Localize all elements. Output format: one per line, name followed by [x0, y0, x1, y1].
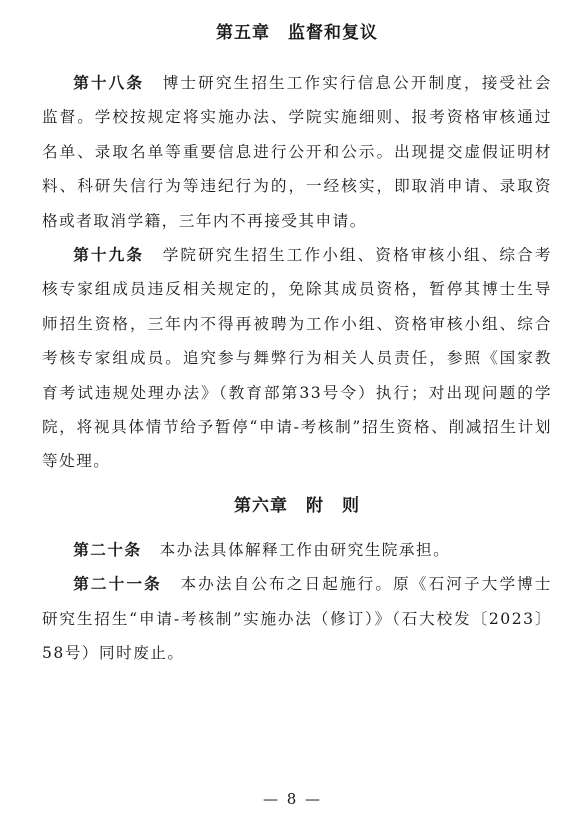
article-21-text: 本办法自公布之日起施行。原《石河子大学博士研究生招生“申请-考核制”实施办法（修订）》（石大校发〔2023〕58号）同时废止。 [42, 575, 552, 663]
chapter-6-heading [42, 491, 552, 521]
chapter-6-number: 第六章 [234, 495, 288, 516]
article-20-text: 本办法具体解释工作由研究生院承担。 [159, 540, 451, 559]
article-21 [42, 567, 552, 670]
chapter-5-number: 第五章 [216, 23, 270, 43]
article-18-label: 第十八条 [73, 74, 145, 92]
article-18-text: 博士研究生招生工作实行信息公开制度，接受社会监督。学校按规定将实施办法、学院实施细则、报考资格审核通过名单、录取名单等重要信息进行公开和公示。出现提交虚假证明材料、科研失信行为等违纪行为的，一经核实，即取消申请、录取资格或者取消学籍，三年内不再接受其申请。 [42, 74, 552, 230]
page-number: — 8 — [262, 790, 323, 808]
chapter-5-heading [42, 18, 552, 48]
article-18 [42, 66, 552, 238]
chapter-5-title: 监督和复议 [288, 23, 378, 43]
article-21-label: 第二十一条 [73, 575, 162, 594]
article-19-text: 学院研究生招生工作小组、资格审核小组、综合考核专家组成员违反相关规定的，免除其成员资格，暂停其博士生导师招生资格，三年内不得再被聘为工作小组、资格审核小组、综合考核专家组成员。追究参与舞弊行为相关人员责任，参照《国家教育考试违规处理办法》（教育部第33号令）执行；对出现问题的学院，将视具体情节给予暂停“申请-考核制”招生资格、削减招生计划等处理。 [42, 246, 552, 471]
article-20-label: 第二十条 [73, 540, 142, 559]
article-19 [42, 238, 552, 479]
article-19-label: 第十九条 [73, 246, 145, 265]
article-20 [42, 533, 552, 567]
document-page [42, 18, 552, 671]
chapter-6-title: 附 则 [306, 495, 360, 516]
